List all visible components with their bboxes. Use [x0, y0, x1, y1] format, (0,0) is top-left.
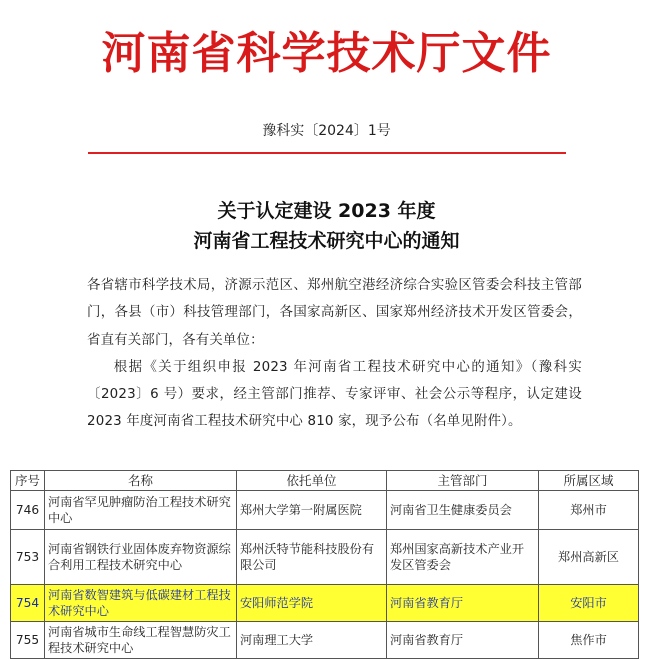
row-unit: 河南理工大学 — [237, 622, 387, 659]
table-row — [11, 491, 639, 530]
red-divider-line — [88, 152, 566, 154]
row-region: 郑州高新区 — [539, 530, 639, 585]
table-row — [11, 530, 639, 585]
table-header-row — [11, 471, 639, 491]
row-unit: 郑州沃特节能科技股份有限公司 — [237, 530, 387, 585]
row-name: 河南省罕见肿瘤防治工程技术研究中心 — [45, 491, 237, 530]
document-number: 豫科实〔2024〕1号 — [262, 123, 391, 139]
table-row-highlighted — [11, 585, 639, 622]
center-list-table — [10, 470, 639, 659]
row-seq: 746 — [11, 491, 45, 530]
row-seq: 754 — [11, 585, 45, 622]
row-dept: 河南省教育厅 — [387, 585, 539, 622]
row-name: 河南省数智建筑与低碳建材工程技术研究中心 — [45, 585, 237, 622]
header-name: 名称 — [45, 471, 237, 491]
header-seq: 序号 — [11, 471, 45, 491]
addressee-paragraph: 各省辖市科学技术局，济源示范区、郑州航空港经济综合实验区管委会科技主管部门，各县（市）科技管理部门，各国家高新区、国家郑州经济技术开发区管委会，省直有关部门，各有关单位： — [87, 278, 582, 348]
row-region: 安阳市 — [539, 585, 639, 622]
document-header-title: 河南省科学技术厅文件 — [101, 28, 552, 79]
header-region: 所属区域 — [539, 471, 639, 491]
notice-title-line2: 河南省工程技术研究中心的通知 — [193, 230, 460, 252]
row-name: 河南省城市生命线工程智慧防灾工程技术研究中心 — [45, 622, 237, 659]
row-dept: 河南省教育厅 — [387, 622, 539, 659]
header-dept: 主管部门 — [387, 471, 539, 491]
row-unit: 安阳师范学院 — [237, 585, 387, 622]
main-paragraph: 根据《关于组织申报 2023 年河南省工程技术研究中心的通知》（豫科实〔2023〕6 号）要求，经主管部门推荐、专家评审、社会公示等程序，认定建设 2023 年度河南省工程技术研究中心 810 家，现予公布（名单见附件）。 — [87, 359, 582, 430]
row-dept: 河南省卫生健康委员会 — [387, 491, 539, 530]
row-region: 焦作市 — [539, 622, 639, 659]
row-seq: 755 — [11, 622, 45, 659]
header-unit: 依托单位 — [237, 471, 387, 491]
row-dept: 郑州国家高新技术产业开发区管委会 — [387, 530, 539, 585]
table-row — [11, 622, 639, 659]
row-seq: 753 — [11, 530, 45, 585]
row-name: 河南省钢铁行业固体废弃物资源综合利用工程技术研究中心 — [45, 530, 237, 585]
row-unit: 郑州大学第一附属医院 — [237, 491, 387, 530]
notice-body — [87, 272, 582, 436]
row-region: 郑州市 — [539, 491, 639, 530]
notice-title-line1: 关于认定建设 2023 年度 — [217, 200, 436, 222]
